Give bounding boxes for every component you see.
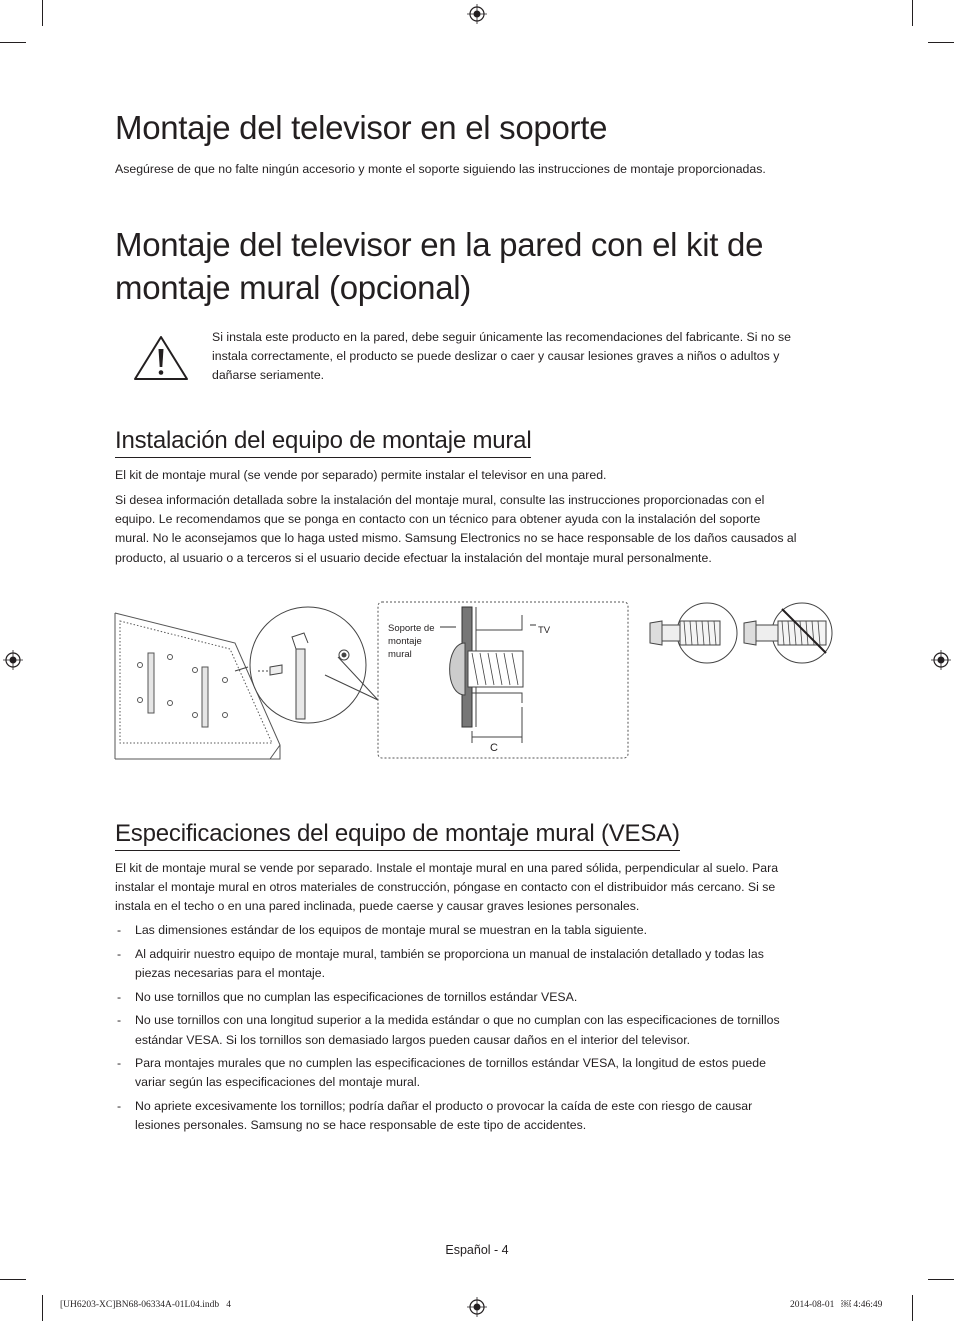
registration-mark-icon — [3, 650, 23, 670]
vesa-notes-list — [115, 921, 845, 1140]
crop-mark — [912, 1295, 913, 1321]
list-item: - No apriete excesivamente los tornillos; podría dañar el producto o provocar la caída de este con riesgo de causar lesiones personales. Samsung no se hace responsable de este tipo de accidentes. — [117, 1099, 753, 1133]
vesa-intro — [115, 859, 845, 917]
section-title-vesa — [115, 819, 680, 851]
warning-line: dañarse seriamente. — [212, 368, 325, 383]
list-item: - No use tornillos que no cumplan las especificaciones de tornillos estándar VESA. — [117, 989, 578, 1004]
caution-triangle-icon — [132, 334, 190, 382]
crop-mark — [928, 1279, 954, 1280]
screw-wrong-icon — [744, 603, 832, 663]
wall-warning — [212, 328, 842, 386]
details-line: equipo. Le recomendamos que se ponga en contacto con un técnico para obtener ayuda con la instalación del soporte — [115, 512, 761, 527]
warning-line: instala correctamente, el producto se puede deslizar o caer y causar lesiones graves a niños o adultos y — [212, 349, 780, 364]
stand-instructions: Asegúrese de que no falte ningún accesorio y monte el soporte siguiendo las instrucciones de montaje proporcionadas. — [115, 162, 766, 176]
screw-correct-icon — [650, 603, 737, 663]
vesa-intro-line: instala en el techo o en una pared inclinada, puede caerse y causar graves lesiones personales. — [115, 899, 640, 914]
list-item: - Para montajes murales que no cumplen las especificaciones de tornillos estándar VESA, la longitud de estos puede variar según las especificaciones del montaje mural. — [117, 1056, 766, 1090]
wall-mount-figure — [110, 595, 840, 765]
installation-intro: El kit de montaje mural (se vende por separado) permite instalar el televisor en una pared. — [115, 468, 607, 482]
vesa-intro-line: El kit de montaje mural se vende por separado. Instale el montaje mural en una pared sólida, perpendicular al suelo. Para — [115, 861, 779, 875]
label-bracket: Soporte de — [388, 623, 435, 634]
page-number: Español - 4 — [445, 1243, 509, 1257]
crop-mark — [928, 42, 954, 43]
vesa-intro-line: instalar el montaje mural en otros materiales de construcción, póngase en contacto con el distribuidor más cercano. Si se — [115, 880, 776, 895]
label-c: C — [490, 742, 498, 754]
details-line: mural. No le aconsejamos que lo haga usted mismo. Samsung Electronics no se hace responsable de los daños causados al — [115, 531, 797, 546]
crop-mark — [912, 0, 913, 26]
list-item: - Al adquirir nuestro equipo de montaje mural, también se proporciona un manual de instalación detallado y todas las piezas necesarias para el montaje. — [117, 946, 764, 980]
crop-mark — [42, 0, 43, 26]
label-bracket: mural — [388, 649, 412, 660]
crop-mark — [0, 1279, 26, 1280]
warning-line: Si instala este producto en la pared, debe seguir únicamente las recomendaciones del fabricante. Si no se — [212, 330, 791, 344]
installation-details — [115, 491, 845, 568]
crop-mark — [0, 42, 26, 43]
registration-mark-icon — [467, 4, 487, 24]
registration-mark-icon — [931, 650, 951, 670]
section-title-wall-line2: montaje mural (opcional) — [115, 269, 471, 306]
list-item: - No use tornillos con una longitud superior a la medida estándar o que no cumplan con las especificaciones de tornillos estándar VESA. Si los tornillos son demasiado largos pueden causar daños en el interior del televisor. — [117, 1013, 780, 1047]
list-item: - Las dimensiones estándar de los equipos de montaje mural se muestran en la tabla siguiente. — [117, 923, 647, 937]
section-title-stand: Montaje del televisor en el soporte — [115, 109, 608, 146]
section-title-wall-line1: Montaje del televisor en la pared con el kit de — [115, 226, 764, 263]
section-title-installation — [115, 426, 531, 458]
section-title-vesa-text: Especificaciones del equipo de montaje mural (VESA) — [115, 819, 680, 851]
cross-section — [440, 607, 536, 743]
crop-mark — [42, 1295, 43, 1321]
zoom-detail — [235, 607, 378, 723]
section-title-installation-text: Instalación del equipo de montaje mural — [115, 426, 531, 458]
print-date: 2014-08-01 ￼ 4:46:49 — [790, 1300, 883, 1310]
details-line: producto, al usuario o a terceros si el usuario decide efectuar la instalación del montaje mural personalmente. — [115, 550, 712, 565]
details-line: Si desea información detallada sobre la instalación del montaje mural, consulte las instrucciones proporcionadas con el — [115, 493, 765, 507]
label-bracket: montaje — [388, 636, 422, 647]
registration-mark-icon — [467, 1297, 487, 1317]
file-info: [UH6203-XC]BN68-06334A-01L04.indb 4 — [60, 1300, 231, 1310]
label-tv: TV — [538, 625, 551, 636]
